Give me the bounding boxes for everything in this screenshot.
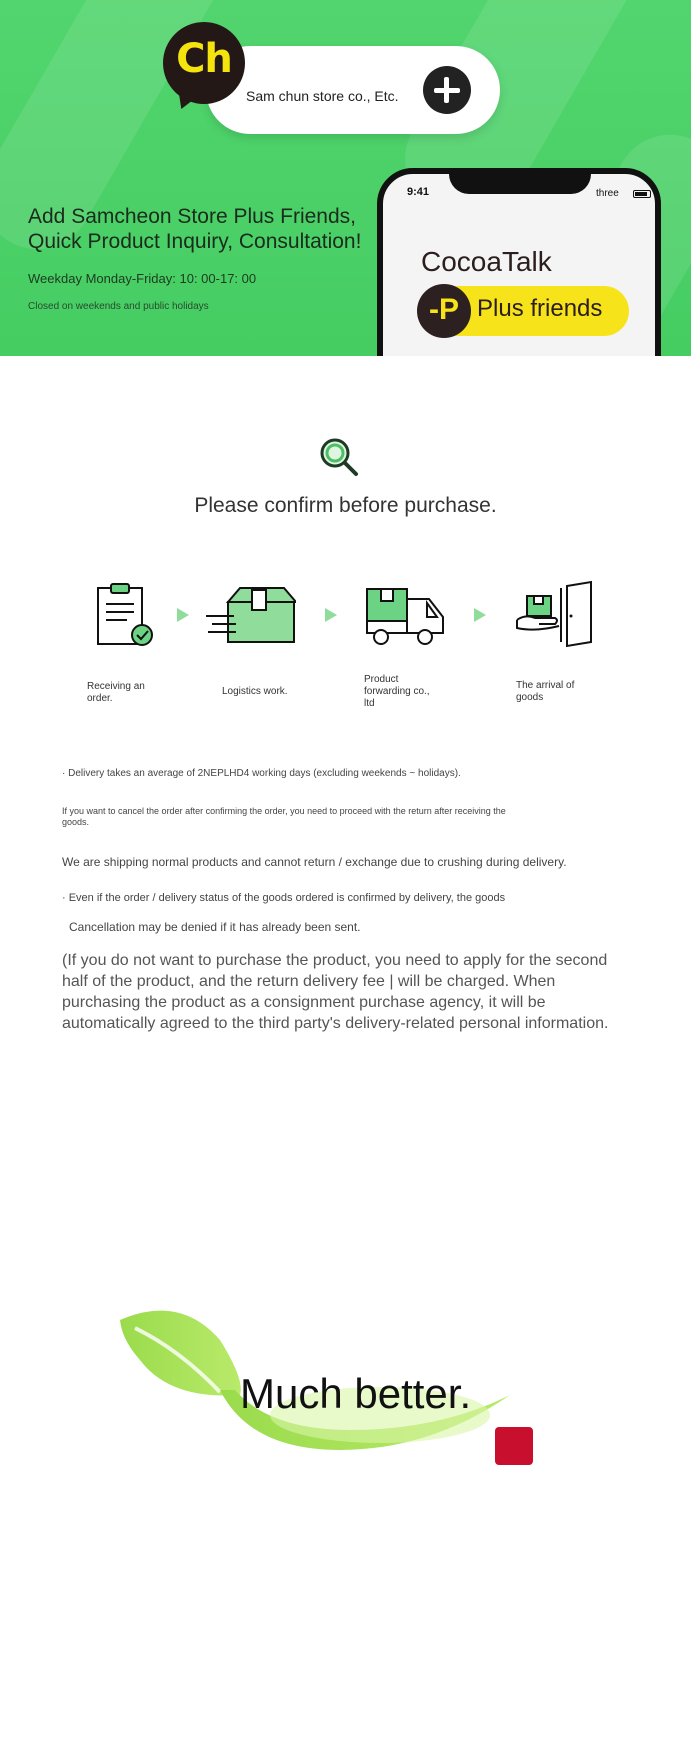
slogan: Much better. (240, 1370, 472, 1417)
channel-name: Sam chun store co., Etc. (246, 88, 399, 104)
notice-no-return: We are shipping normal products and cannot return / exchange due to crushing during delivery. (62, 855, 567, 869)
step-label-line: ltd (364, 698, 375, 709)
banner-title-line: Add Samcheon Store Plus Friends, (28, 205, 357, 228)
step-label-forwarding (364, 674, 430, 710)
step-label-line: Logistics work. (222, 686, 288, 697)
notice-delivery-confirmed: · Even if the order / delivery status of the goods ordered is confirmed by delivery, the goods (62, 892, 506, 904)
step-label-line: goods (516, 692, 544, 703)
business-hours: Weekday Monday-Friday: 10: 00-17: 00 (28, 271, 257, 286)
section-title: Please confirm before purchase. (194, 494, 497, 517)
channel-logo-icon (163, 22, 245, 104)
phone-mockup (377, 168, 661, 356)
plus-friend-logo-icon (417, 284, 471, 338)
delivery-truck-icon (365, 587, 447, 647)
banner-title (28, 204, 361, 254)
clipboard-check-icon (95, 582, 155, 648)
step-label-receiving (87, 681, 145, 705)
plus-friend-logo-text: -P (429, 293, 459, 326)
add-channel-plus-icon[interactable] (423, 66, 471, 114)
brand-seal-icon (495, 1427, 533, 1465)
notice-consignment: (If you do not want to purchase the product, you need to apply for the second half of the product, and the return delivery fee | will be charged. When purchasing the product as a consignment purchase agency, it will be automatically agreed to the third party's delivery-related personal information. (62, 952, 609, 1032)
notice-cancel-order: If you want to cancel the order after confirming the order, you need to proceed with the return after receiving the (62, 806, 506, 816)
step-label-line: Product (364, 674, 399, 685)
step-label-logistics (222, 686, 288, 698)
step-label-arrival (516, 680, 574, 704)
channel-logo-text: Ch (176, 36, 232, 82)
step-label-line: forwarding co., (364, 686, 430, 697)
hand-door-package-icon (515, 580, 595, 648)
phone-notch (449, 168, 591, 194)
arrow-right-icon (325, 608, 337, 622)
search-icon (318, 436, 360, 478)
closed-days: Closed on weekends and public holidays (28, 301, 209, 312)
app-name: CocoaTalk (421, 246, 552, 277)
step-label-line: The arrival of (516, 680, 575, 691)
notice-delivery-time: · Delivery takes an average of 2NEPLHD4 working days (excluding weekends ~ holidays). (62, 768, 461, 779)
step-label-line: order. (87, 693, 113, 704)
step-label-line: Receiving an (87, 681, 145, 692)
arrow-right-icon (474, 608, 486, 622)
phone-carrier: three (596, 188, 619, 199)
box-delivery-icon (206, 586, 296, 646)
notice-cancel-order-cont: goods. (62, 817, 90, 827)
phone-time: 9:41 (407, 186, 430, 198)
plus-friends-label: Plus friends (477, 295, 603, 322)
arrow-right-icon (177, 608, 189, 622)
banner-title-line: Quick Product Inquiry, Consultation! (28, 230, 362, 253)
battery-icon (633, 190, 651, 198)
kakao-plus-friend-banner (0, 0, 691, 356)
notice-cancellation-denied: Cancellation may be denied if it has already been sent. (69, 920, 361, 934)
